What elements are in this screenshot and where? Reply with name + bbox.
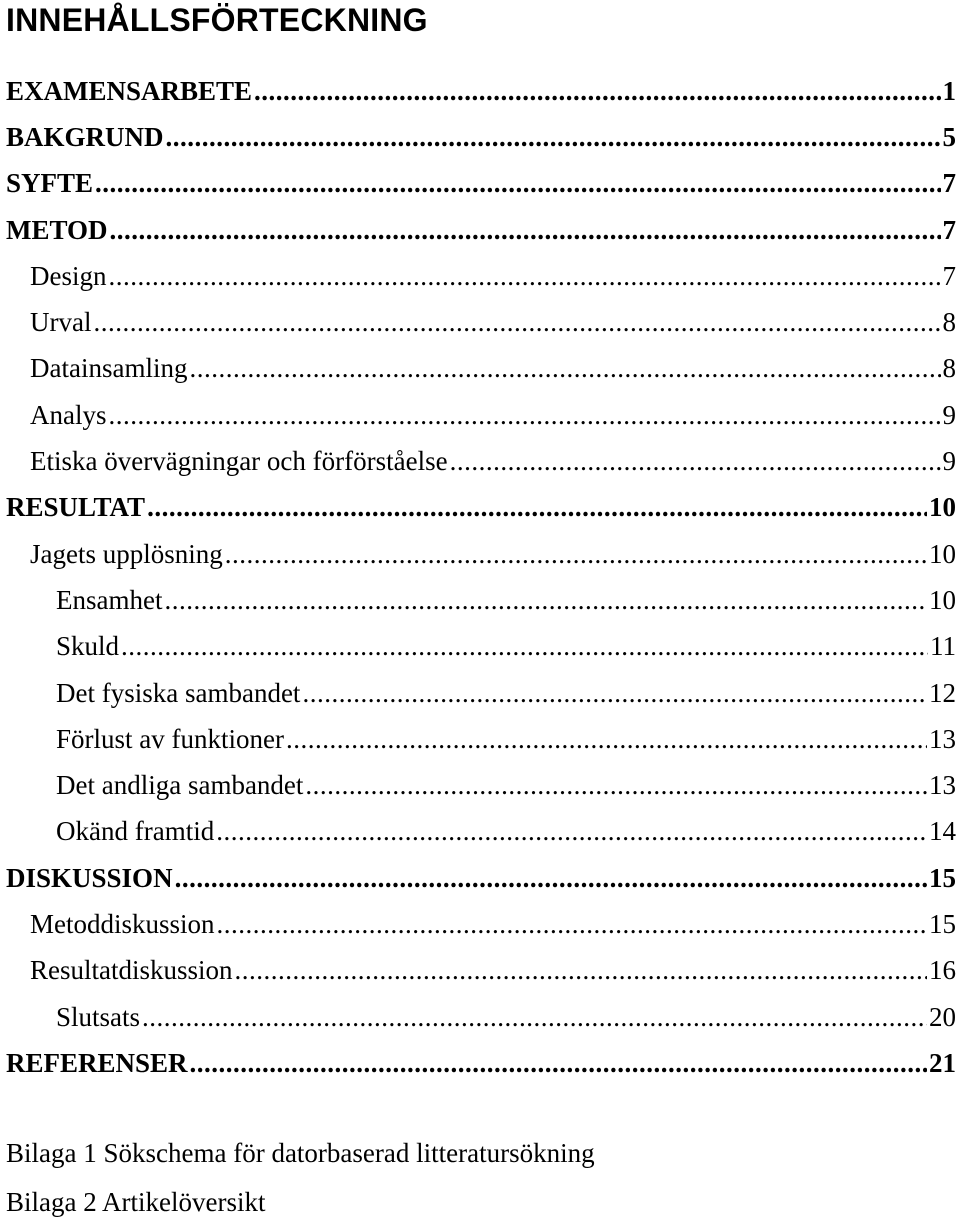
toc-entry-etiska-overvagningar[interactable] — [0, 438, 960, 484]
toc-entry-datainsamling[interactable] — [0, 346, 960, 392]
toc-entry-label: Det andliga sambandet — [56, 770, 304, 801]
toc-entry-label: Datainsamling — [30, 353, 188, 384]
toc-entry-examensarbete[interactable] — [0, 68, 960, 114]
toc-entry-page: 15 — [929, 908, 956, 939]
dot-leader — [190, 1048, 927, 1079]
toc-entry-diskussion[interactable] — [0, 855, 960, 901]
toc-entry-label: Design — [30, 260, 107, 291]
toc-entry-label: RESULTAT — [6, 492, 146, 523]
dot-leader — [109, 400, 941, 431]
dot-leader — [302, 678, 927, 709]
toc-entry-bakgrund[interactable] — [0, 114, 960, 160]
toc-entry-page: 10 — [929, 584, 956, 615]
toc-entry-design[interactable] — [0, 253, 960, 299]
toc-entry-label: EXAMENSARBETE — [6, 75, 253, 106]
toc-entry-det-fysiska-sambandet[interactable] — [0, 670, 960, 716]
toc-entry-page: 8 — [942, 353, 956, 384]
dot-leader — [166, 122, 941, 153]
toc-entry-forlust-av-funktioner[interactable] — [0, 716, 960, 762]
dot-leader — [225, 539, 927, 570]
toc-entry-page: 21 — [929, 1047, 956, 1078]
toc-entry-label: REFERENSER — [6, 1047, 188, 1078]
toc-entry-page: 9 — [942, 399, 956, 430]
dot-leader — [189, 353, 940, 384]
toc-entry-resultat[interactable] — [0, 485, 960, 531]
toc-entry-label: Analys — [30, 399, 107, 430]
toc-entry-label: METOD — [6, 214, 108, 245]
dot-leader — [147, 492, 927, 523]
toc-entry-skuld[interactable] — [0, 624, 960, 670]
toc-entry-page: 16 — [929, 955, 956, 986]
dot-leader — [175, 863, 927, 894]
appendix-2: Bilaga 2 Artikelöversikt — [6, 1187, 266, 1217]
toc-entry-page: 7 — [942, 260, 956, 291]
dot-leader — [217, 909, 927, 940]
dot-leader — [164, 585, 927, 616]
toc-entry-label: SYFTE — [6, 168, 94, 199]
toc-entry-label: Metoddiskussion — [30, 908, 215, 939]
toc-entry-label: Skuld — [56, 631, 120, 662]
toc-entry-urval[interactable] — [0, 299, 960, 345]
toc-list — [0, 68, 960, 1087]
page-title: INNEHÅLLSFÖRTECKNING — [6, 2, 428, 38]
toc-entry-label: Slutsats — [56, 1001, 141, 1032]
dot-leader — [286, 724, 927, 755]
toc-entry-referenser[interactable] — [0, 1040, 960, 1086]
toc-entry-page: 14 — [929, 816, 956, 847]
toc-entry-page: 12 — [929, 677, 956, 708]
toc-entry-label: Jagets upplösning — [30, 538, 223, 569]
appendix-1: Bilaga 1 Sökschema för datorbaserad litteratursökning — [6, 1138, 595, 1168]
toc-entry-page: 7 — [942, 168, 956, 199]
dot-leader — [93, 307, 940, 338]
toc-entry-page: 10 — [929, 492, 956, 523]
toc-entry-metod[interactable] — [0, 207, 960, 253]
dot-leader — [110, 215, 941, 246]
toc-entry-page: 9 — [942, 446, 956, 477]
toc-entry-page: 11 — [930, 631, 956, 662]
toc-entry-slutsats[interactable] — [0, 994, 960, 1040]
toc-entry-label: Etiska övervägningar och förförståelse — [30, 446, 448, 477]
toc-entry-ensamhet[interactable] — [0, 577, 960, 623]
toc-entry-label: Förlust av funktioner — [56, 723, 284, 754]
toc-entry-analys[interactable] — [0, 392, 960, 438]
toc-entry-metoddiskussion[interactable] — [0, 901, 960, 947]
dot-leader — [305, 770, 927, 801]
toc-entry-label: Det fysiska sambandet — [56, 677, 301, 708]
toc-entry-det-andliga-sambandet[interactable] — [0, 762, 960, 808]
toc-entry-page: 15 — [929, 862, 956, 893]
toc-entry-syfte[interactable] — [0, 161, 960, 207]
toc-entry-page: 20 — [929, 1001, 956, 1032]
dot-leader — [142, 1002, 927, 1033]
toc-entry-label: BAKGRUND — [6, 121, 164, 152]
toc-entry-page: 7 — [942, 214, 956, 245]
toc-entry-label: DISKUSSION — [6, 862, 173, 893]
toc-entry-page: 8 — [942, 307, 956, 338]
dot-leader — [95, 168, 940, 199]
toc-entry-jagets-upplosning[interactable] — [0, 531, 960, 577]
toc-entry-label: Ensamhet — [56, 584, 163, 615]
toc-entry-page: 10 — [929, 538, 956, 569]
toc-entry-page: 1 — [942, 75, 956, 106]
toc-entry-page: 13 — [929, 723, 956, 754]
dot-leader — [254, 76, 940, 107]
toc-entry-resultatdiskussion[interactable] — [0, 948, 960, 994]
toc-entry-page: 5 — [942, 121, 956, 152]
toc-entry-label: Resultatdiskussion — [30, 955, 233, 986]
toc-entry-okand-framtid[interactable] — [0, 809, 960, 855]
dot-leader — [235, 955, 927, 986]
dot-leader — [450, 446, 941, 477]
dot-leader — [216, 816, 927, 847]
dot-leader — [109, 261, 941, 292]
toc-entry-page: 13 — [929, 770, 956, 801]
toc-entry-label: Urval — [30, 307, 92, 338]
dot-leader — [121, 631, 928, 662]
toc-entry-label: Okänd framtid — [56, 816, 215, 847]
